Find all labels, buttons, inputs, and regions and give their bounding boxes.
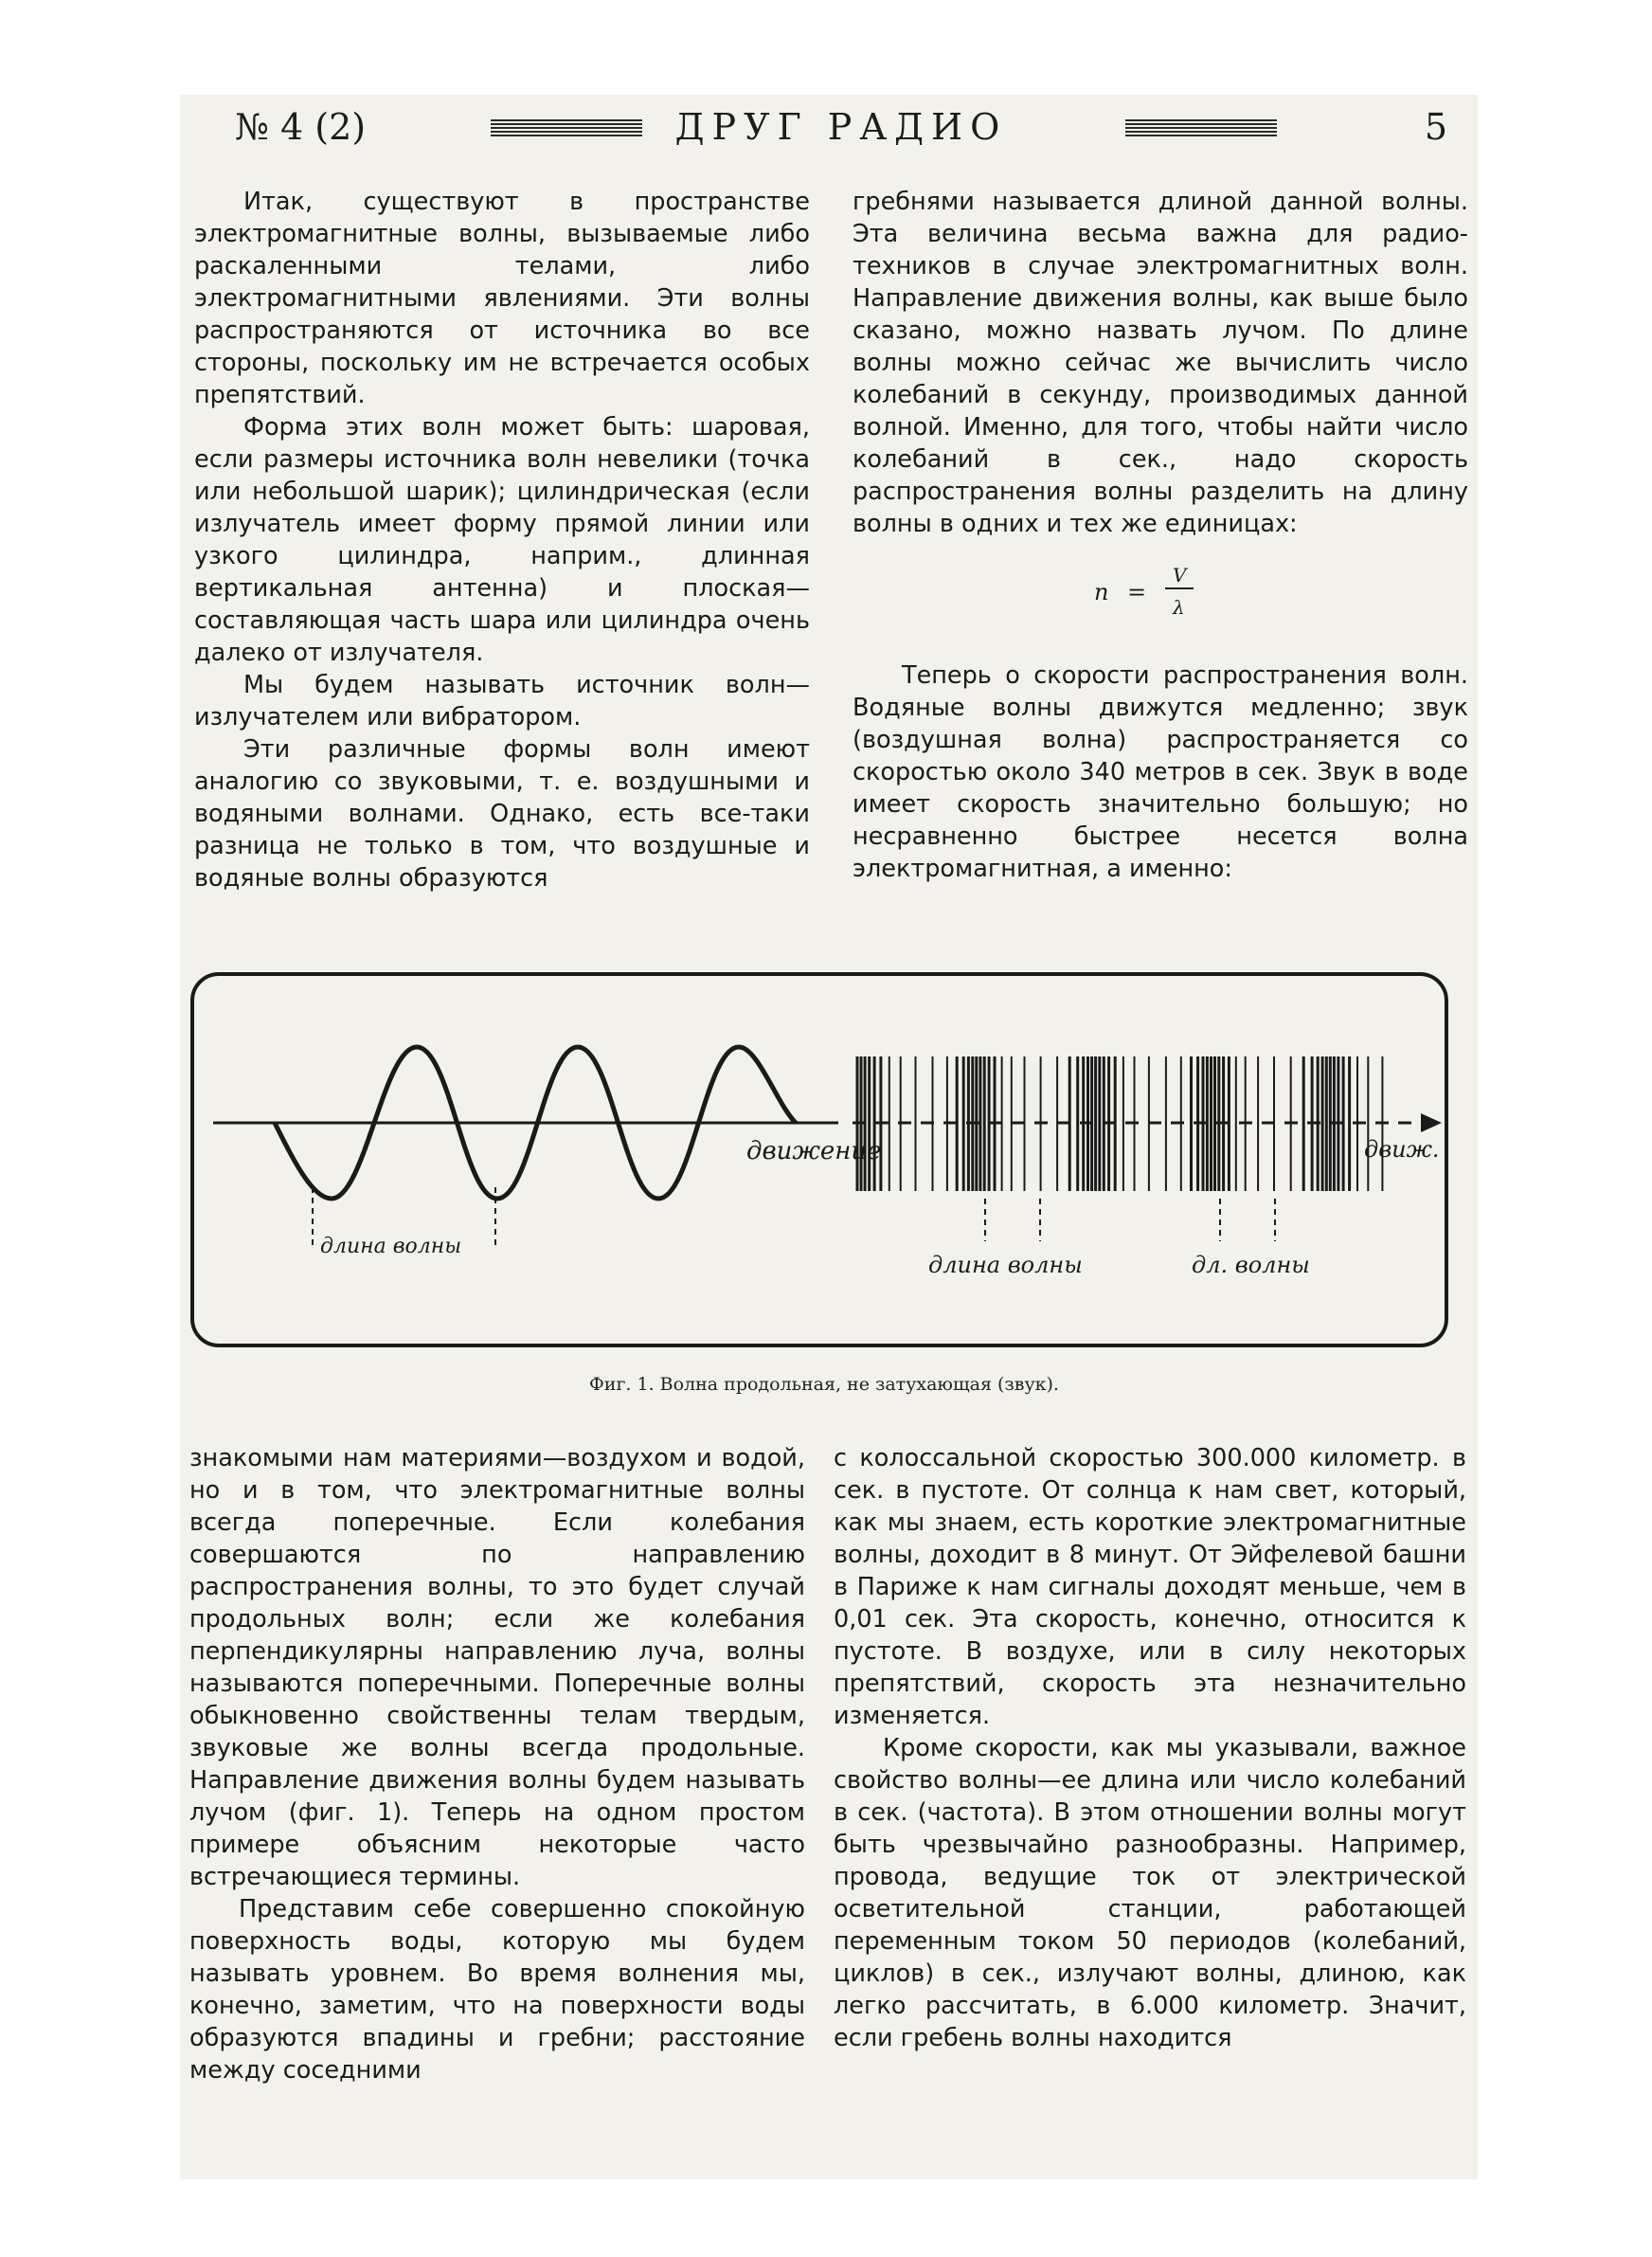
paragraph: гребнями называется длиной данной волны. Эта величина весьма важна для радио-техников в случае электромагнитных волн. Направление движения волны, как выше было сказано, можно назвать лучом. По длине волны можно сейчас же вычислить число колебаний в секунду, производимых данной волной. Именно, для того, чтобы найти число колебаний в сек., надо скорость распространения волны разделить на длину волны в одних и тех же единицах: <box>853 188 1468 538</box>
movement-label-right: движ. <box>1364 1136 1440 1163</box>
paragraph: Представим себе совершенно спокойную поверхность воды, которую мы будем называть уровнем. Во время волнения мы, конечно, заметим, что на поверхности воды образуются впадины и гребни; расстояние между соседними <box>189 1895 805 2085</box>
formula-numerator: V <box>1173 564 1187 587</box>
axis-arrowhead <box>1421 1113 1442 1132</box>
header-rule-right <box>1125 119 1277 136</box>
text-column-2 <box>853 186 1468 885</box>
issue-number: № 4 (2) <box>235 106 367 148</box>
paragraph: Форма этих волн может быть: шаровая, если размеры источника волн невелики (точка или небольшой шарик); цилиндрическая (если излучатель имеет форму прямой линии или узкого цилиндра, наприм., длинная вертикальная антенна) и плоская—составляющая часть шара или цилиндра очень далеко от излучателя. <box>194 413 810 667</box>
figure-caption: Фиг. 1. Волна продольная, не затухающая (звук). <box>589 1374 1059 1395</box>
formula-lhs: n <box>1094 579 1109 605</box>
formula-equals: = <box>1127 579 1147 605</box>
movement-label-left: движение <box>746 1137 882 1165</box>
wavelength-label-right1: длина волны <box>928 1252 1083 1278</box>
page-number: 5 <box>1424 106 1447 148</box>
text-column-1 <box>194 186 810 894</box>
fraction-bar <box>1165 587 1194 589</box>
page-header <box>235 106 1447 163</box>
frequency-formula <box>853 559 1468 618</box>
wavelength-label-left: длина волны <box>320 1235 462 1258</box>
paragraph: Итак, существуют в пространстве электромагнитные волны, вызываемые либо раскаленными телами, либо электромагнитными явлениями. Эти волны распространяются от источника во все стороны, поскольку им не встречается особых препятствий. <box>194 188 810 409</box>
paragraph: Кроме скорости, как мы указывали, важное свойство волны—ее длина или число колебаний в сек. (частота). В этом отношении волны могут быть чрезвычайно разнообразны. Например, провода, ведущие ток от электрической осветительной станции, работающей переменным током 50 периодов (колебаний, циклов) в сек., излучают волны, длиною, как легко рассчитать, в 6.000 километр. Значит, если гребень волны находится <box>834 1734 1466 2052</box>
paragraph: знакомыми нам материями—воздухом и водой, но и в том, что электромагнитные волны всегда поперечные. Если колебания совершаются по направлению распространения волны, то это будет случай продольных волн; если же колебания перпендикулярны направлению луча, волны называются поперечными. Поперечные волны обыкновенно свойственны телам твердым, звуковые же волны всегда продольные. Направление движения волны будем называть лучом (фиг. 1). Теперь на одном простом примере объясним некоторые часто встречающиеся термины. <box>189 1444 805 1891</box>
paragraph: Мы будем называть источник волн— излучателем или вибратором. <box>194 671 810 731</box>
figure-1-waves <box>189 971 1449 1348</box>
wavelength-label-right2: дл. волны <box>1192 1252 1310 1278</box>
text-column-4 <box>834 1442 1466 2054</box>
paragraph: с колоссальной скоростью 300.000 километр. в сек. в пустоте. От солнца к нам свет, который, как мы знаем, есть короткие электромагнитные волны, доходит в 8 минут. От Эйфелевой башни в Париже к нам сигналы доходят меньше, чем в 0,01 сек. Эта скорость, конечно, относится к пустоте. В воздухе, или в силу некоторых препятствий, скорость эта незначительно изменяется. <box>834 1444 1466 1730</box>
longitudinal-wave <box>857 1056 1382 1191</box>
text-column-3 <box>189 1442 805 2086</box>
magazine-title: ДРУГ РАДИО <box>674 106 1008 148</box>
paragraph: Эти различные формы волн имеют аналогию со звуковыми, т. е. воздушными и водяными волнами. Однако, есть все-таки разница не только в том, что воздушные и водяные волны образуются <box>194 735 810 893</box>
formula-denominator: λ <box>1173 596 1185 619</box>
paragraph: Теперь о скорости распространения волн. Водяные волны движутся медленно; звук (воздушная волна) распространяется со скоростью около 340 метров в сек. Звук в воде имеет скорость значительно большую; но несравненно быстрее несется волна электромагнитная, а именно: <box>853 661 1468 883</box>
